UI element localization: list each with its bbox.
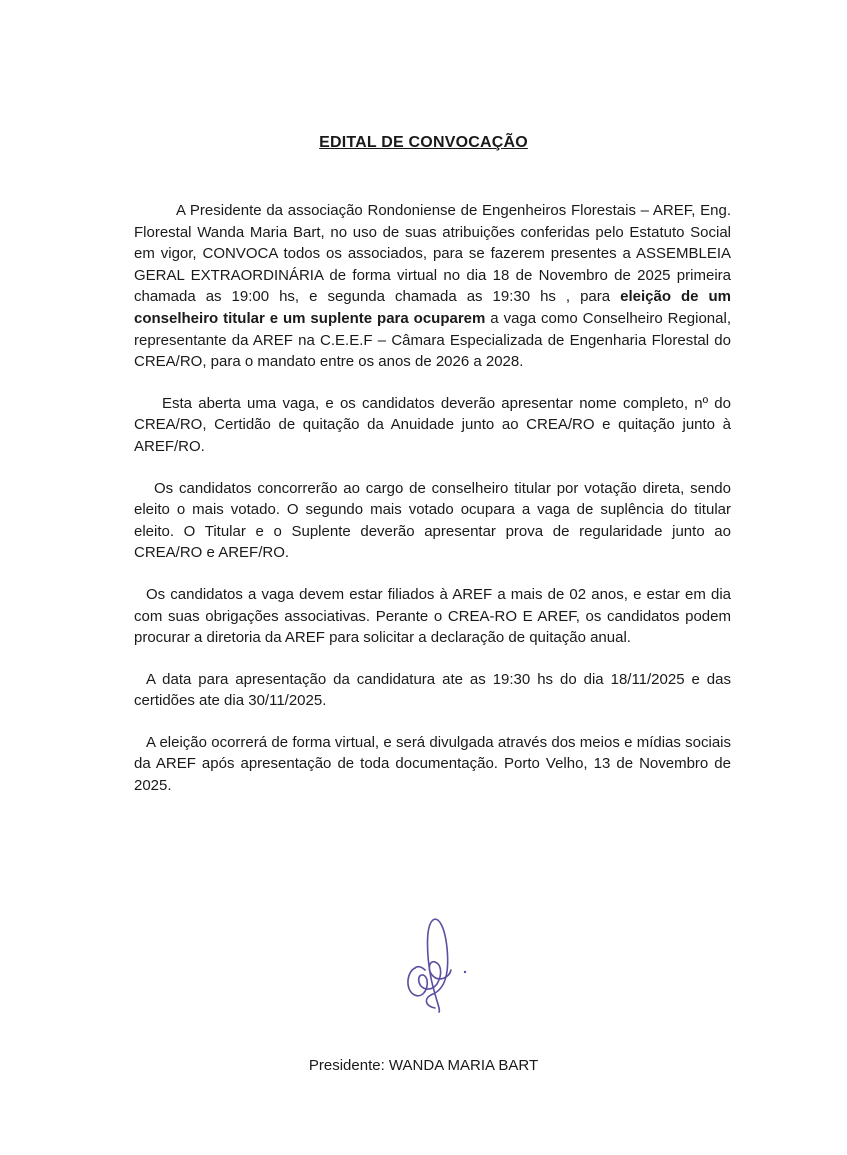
paragraph-election: A eleição ocorrerá de forma virtual, e será divulgada através dos meios e mídias sociais da AREF após apresentação de toda documentação. Porto Velho, 13 de Novembro de 2025. bbox=[134, 733, 731, 795]
paragraph-vacancy: Esta aberta uma vaga, e os candidatos deverão apresentar nome completo, nº do CREA/RO, Certidão de quitação da Anuidade junto ao CREA/RO e quitação junto à AREF/RO. bbox=[134, 394, 731, 455]
paragraph-eligibility: Os candidatos a vaga devem estar filiados à AREF a mais de 02 anos, e estar em dia com suas obrigações associativas. Perante o CREA-RO E AREF, os candidatos podem procurar a diretoria da AREF para solicitar a declaração de quitação anual. bbox=[134, 585, 731, 647]
paragraph-deadline: A data para apresentação da candidatura ate as 19:30 hs do dia 18/11/2025 e das certidões ate dia 30/11/2025. bbox=[134, 670, 731, 710]
paragraph-voting: Os candidatos concorrerão ao cargo de conselheiro titular por votação direta, sendo eleito o mais votado. O segundo mais votado ocupara a vaga de suplência do titular eleito. O Titular e o Suplente deverão apresentar prova de regularidade junto ao CREA/RO e AREF/RO. bbox=[134, 479, 731, 562]
document-body bbox=[134, 200, 731, 817]
paragraph-convocation-text: A Presidente da associação Rondoniense de Engenheiros Florestais – AREF, Eng. Florestal Wanda Maria Bart, no uso de suas atribuições conferidas pelo Estatuto Social em vigor, CONVOCA todos os associados, para se fazerem presentes a ASSEMBLEIA GERAL EXTRAORDINÁRIA de forma virtual no dia 18 de Novembro de 2025 primeira chamada as 19:00 hs, e segunda chamada as 19:30 hs , para bbox=[134, 202, 731, 306]
document-title: EDITAL DE CONVOCAÇÃO bbox=[319, 134, 528, 151]
paragraph-convocation bbox=[134, 200, 731, 373]
paragraph-convocation-text-end: a vaga como Conselheiro Regional, representante da AREF na C.E.E.F – Câmara Especializada de Engenharia Florestal do CREA/RO, para o mandato entre os anos de 2026 a 2028. bbox=[134, 309, 731, 371]
paragraph-convocation-bold: eleição de um conselheiro titular e um suplente para ocuparem bbox=[134, 288, 731, 327]
handwritten-signature bbox=[395, 908, 495, 1028]
signatory-name: Presidente: WANDA MARIA BART bbox=[308, 1057, 539, 1074]
